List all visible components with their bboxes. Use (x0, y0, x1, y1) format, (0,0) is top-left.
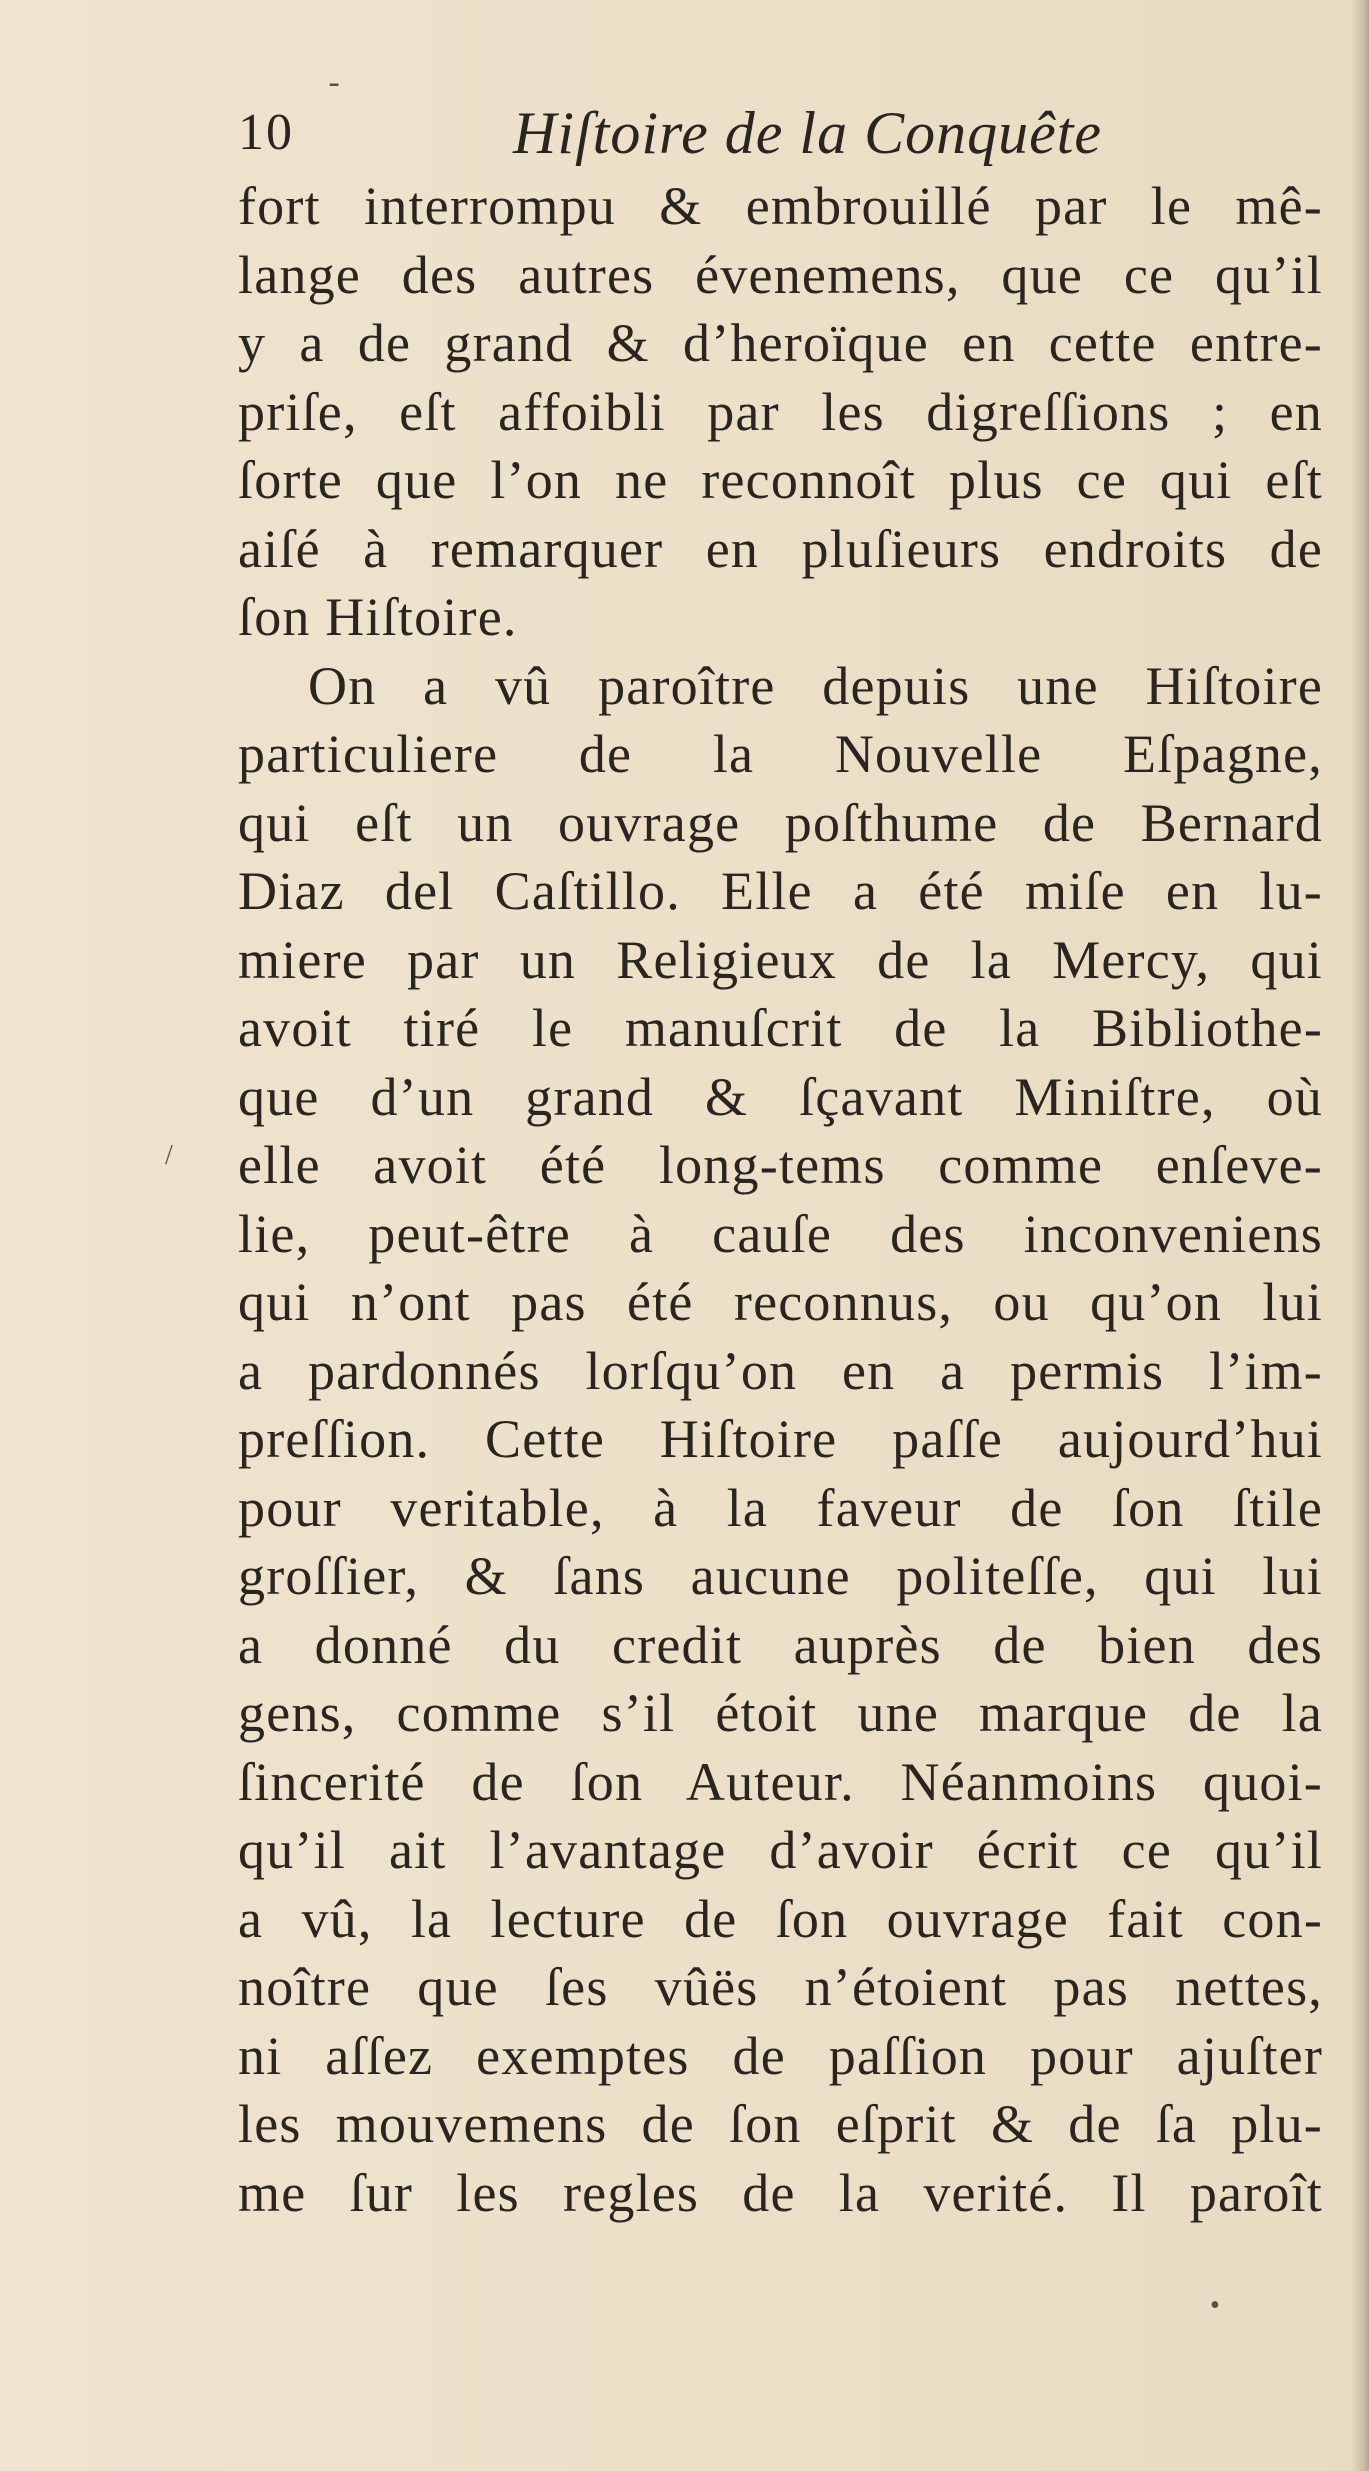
text-line: qui eſt un ouvrage poſthume de Bernard (238, 792, 1323, 853)
text-line: ſorte que l’on ne reconnoît plus ce qui eſt (238, 450, 1323, 510)
text-line: ni aſſez exemptes de paſſion pour ajuſter (238, 2025, 1323, 2086)
running-title: Hiſtoire de la Conquête (513, 100, 1103, 166)
text-line: a donné du credit auprès de bien des (238, 1614, 1323, 1675)
page-edge-shadow (1351, 0, 1369, 2471)
text-line: pour veritable, à la faveur de ſon ſtile (238, 1477, 1323, 1538)
text-line: qui n’ont pas été reconnus, ou qu’on lui (238, 1272, 1323, 1332)
running-head (238, 98, 1328, 168)
text-line: ſon Hiſtoire. (238, 587, 518, 647)
text-line: gens, comme s’il étoit une marque de la (238, 1683, 1323, 1743)
text-line: me ſur les regles de la verité. Il paroît (238, 2162, 1323, 2223)
text-line: priſe, eſt affoibli par les digreſſions ; en (238, 381, 1323, 442)
text-line: ſincerité de ſon Auteur. Néanmoins quoi- (238, 1751, 1323, 1812)
text-line: a vû, la lecture de ſon ouvrage fait con- (238, 1888, 1323, 1949)
text-line: lange des autres évenemens, que ce qu’il (238, 244, 1323, 305)
text-line: elle avoit été long-tems comme enſeve- (238, 1135, 1323, 1195)
ink-dot: • (1210, 2290, 1220, 2321)
text-line: lie, peut-être à cauſe des inconveniens (238, 1203, 1323, 1264)
text-line: noître que ſes vûës n’étoient pas nettes, (238, 1957, 1323, 2017)
text-line: avoit tiré le manuſcrit de la Bibliothe- (238, 998, 1323, 1058)
text-line: qu’il ait l’avantage d’avoir écrit ce qu’il (238, 1820, 1323, 1880)
pencil-mark: / (165, 1140, 173, 1171)
text-line: fort interrompu & embrouillé par le mê- (238, 176, 1323, 236)
paragraph-1 (238, 172, 1323, 652)
text-line: preſſion. Cette Hiſtoire paſſe aujourd’hui (238, 1409, 1323, 1469)
text-line: que d’un grand & ſçavant Miniſtre, où (238, 1066, 1323, 1127)
text-line: particuliere de la Nouvelle Eſpagne, (238, 724, 1323, 784)
text-line: y a de grand & d’heroïque en cette entre- (238, 313, 1323, 373)
ink-speck: ـ (330, 62, 339, 93)
body-text (238, 172, 1323, 2227)
text-line: aiſé à remarquer en pluſieurs endroits de (238, 518, 1323, 579)
text-line: groſſier, & ſans aucune politeſſe, qui lui (238, 1546, 1323, 1606)
text-line: a pardonnés lorſqu’on en a permis l’im- (238, 1340, 1323, 1401)
paragraph-2 (238, 652, 1323, 2228)
text-line: miere par un Religieux de la Mercy, qui (238, 929, 1323, 990)
page-number: 10 (238, 104, 294, 161)
text-line: Diaz del Caſtillo. Elle a été miſe en lu- (238, 861, 1323, 921)
text-line: On a vû paroître depuis une Hiſtoire (308, 655, 1323, 716)
text-line: les mouvemens de ſon eſprit & de ſa plu- (238, 2094, 1323, 2154)
